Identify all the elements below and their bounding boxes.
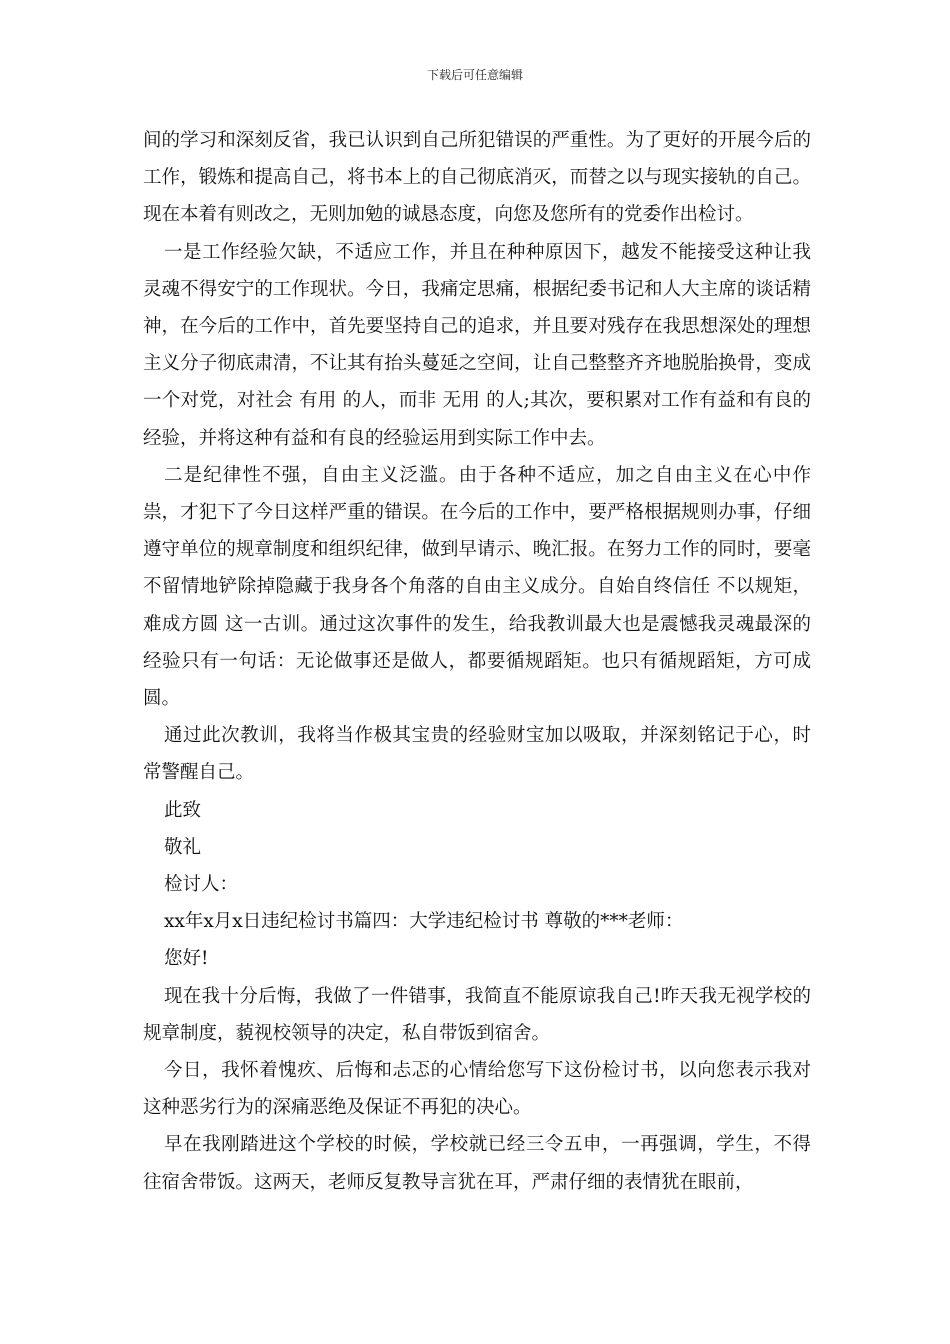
paragraph-point-one: 一是工作经验欠缺，不适应工作，并且在种种原因下，越发不能接受这种让我灵魂不得安宁的工作现状。今日，我痛定思痛，根据纪委书记和人大主席的谈话精神，在今后的工作中，首先要坚持自己的追求，并且要对残存在我思想深处的理想主义分子彻底肃清，不让其有抬头蔓延之空间，让自己整整齐齐地脱胎换骨，变成一个对党，对社会 有用 的人，而非 无用 的人;其次，要积累对工作有益和有良的经验，并将这种有益和有良的经验运用到实际工作中去。 bbox=[143, 241, 811, 449]
paragraph-apology: 今日，我怀着愧疚、后悔和忐忑的心情给您写下这份检讨书，以向您表示我对这种恶劣行为的深痛恶绝及保证不再犯的决心。 bbox=[143, 1060, 811, 1119]
section-heading: xx年x月x日违纪检讨书篇四：大学违纪检讨书 尊敬的***老师： bbox=[164, 911, 684, 933]
closing-regards: 敬礼 bbox=[164, 836, 202, 858]
greeting: 您好! bbox=[164, 948, 209, 970]
paragraph-point-two: 二是纪律性不强，自由主义泛滥。由于各种不适应，加之自由主义在心中作祟，才犯下了今日这样严重的错误。在今后的工作中，要严格根据规则办事，仔细遵守单位的规章制度和组织纪律，做到早请示、晚汇报。在努力工作的同时，要毫不留情地铲除掉隐藏于我身各个角落的自由主义成分。自始自终信任 不以规矩，难成方圆 这一古训。通过这次事件的发生，给我教训最大也是震憾我灵魂最深的经验只有一句话：无论做事还是做人，都要循规蹈矩。也只有循规蹈矩，方可成圆。 bbox=[143, 464, 811, 710]
paragraph-continuation: 间的学习和深刻反省，我已认识到自己所犯错误的严重性。为了更好的开展今后的工作，锻炼和提高自己，将书本上的自己彻底消灭，而替之以与现实接轨的自己。现在本着有则改之，无则加勉的诚恳态度，向您及您所有的党委作出检讨。 bbox=[143, 130, 811, 226]
document-body bbox=[143, 122, 811, 1201]
paragraph-conclusion: 通过此次教训，我将当作极其宝贵的经验财宝加以吸取，并深刻铭记于心，时常警醒自己。 bbox=[143, 725, 811, 784]
signature-label: 检讨人： bbox=[164, 874, 239, 896]
paragraph-regret: 现在我十分后悔，我做了一件错事，我简直不能原谅我自己!昨天我无视学校的规章制度，藐视校领导的决定，私自带饭到宿舍。 bbox=[143, 985, 811, 1044]
paragraph-background: 早在我刚踏进这个学校的时候，学校就已经三令五申，一再强调，学生，不得往宿舍带饭。这两天，老师反复教导言犹在耳，严肃仔细的表情犹在眼前， bbox=[143, 1134, 811, 1193]
page-header: 下载后可任意编辑 bbox=[426, 68, 523, 82]
closing-salutation: 此致 bbox=[164, 799, 202, 821]
